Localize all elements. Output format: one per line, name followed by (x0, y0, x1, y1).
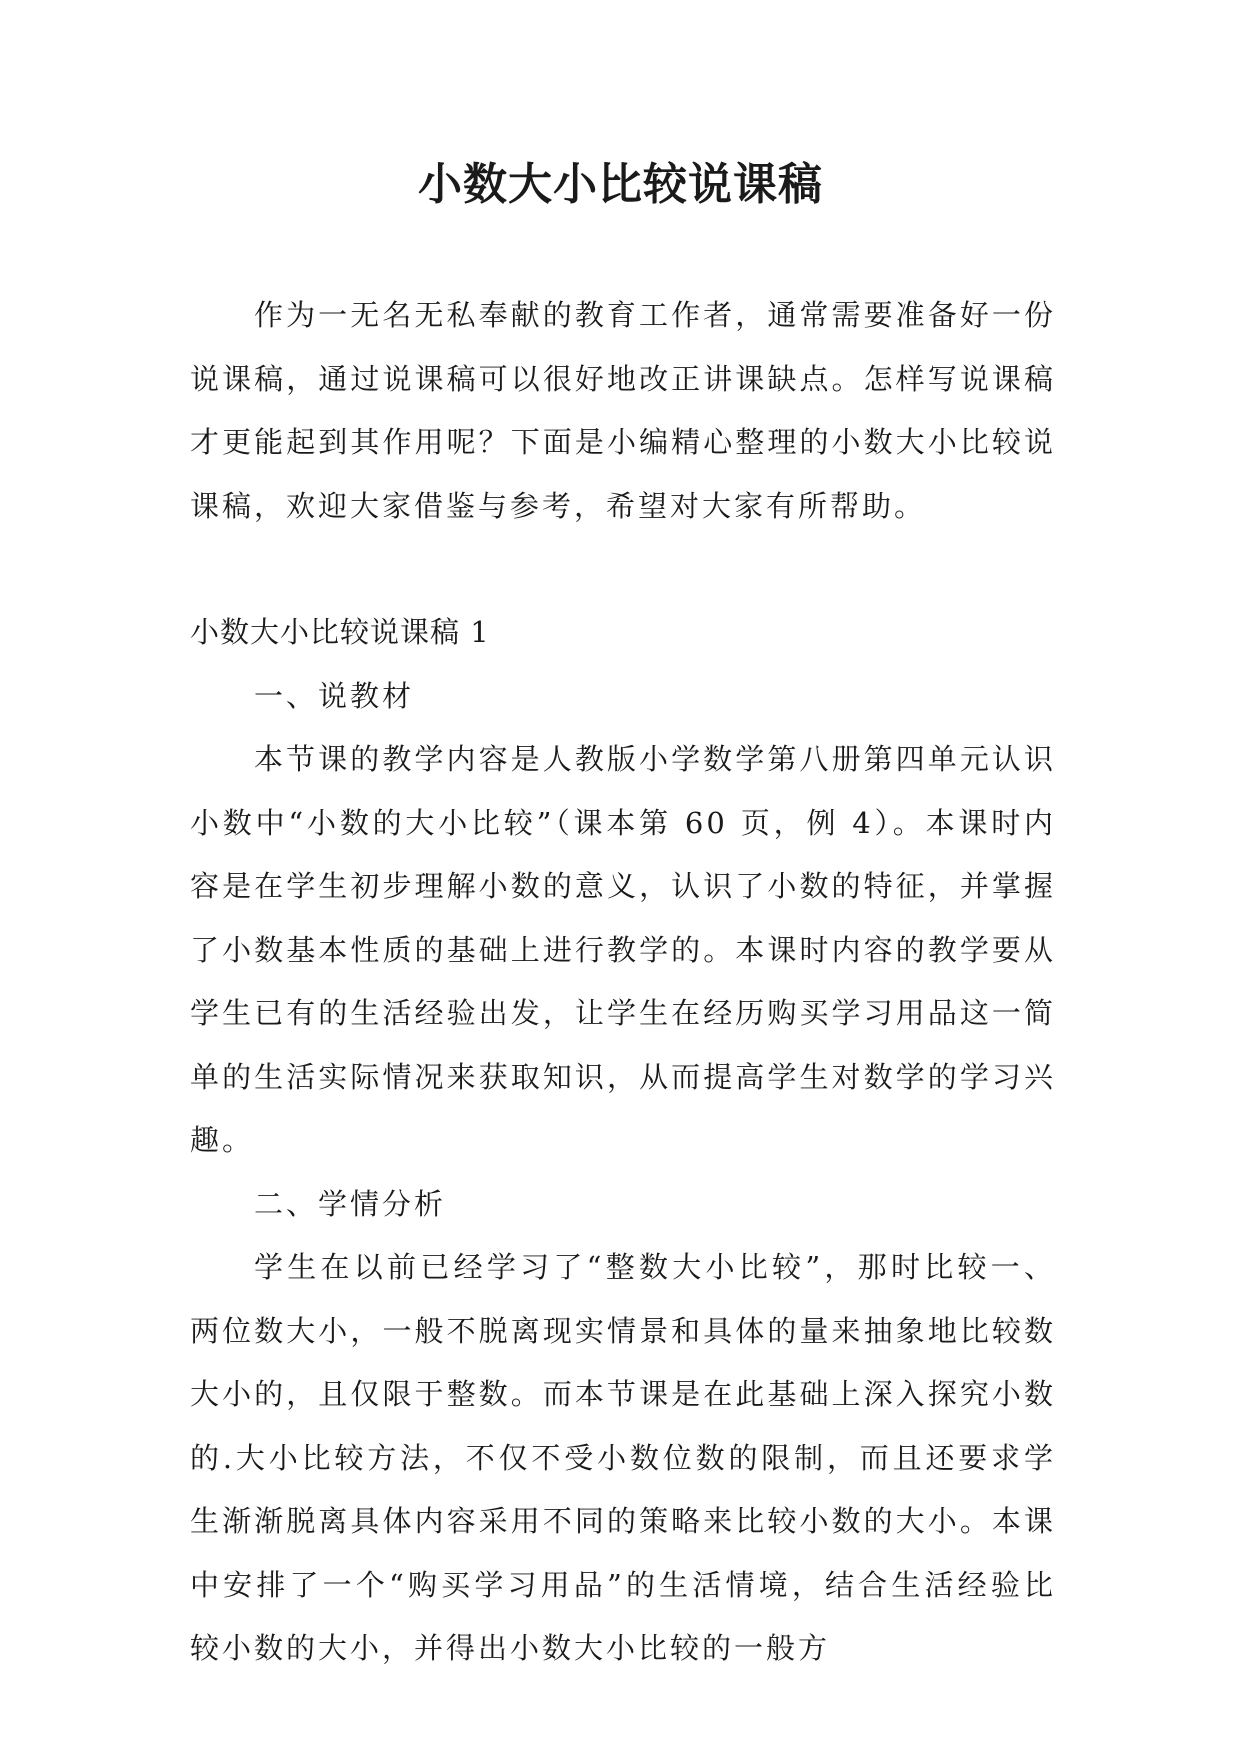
spacer (190, 538, 1056, 601)
heading-student-analysis: 二、学情分析 (254, 1186, 447, 1221)
teaching-material-paragraph: 本节课的教学内容是人教版小学数学第八册第四单元认识小数中“小数的大小比较”（课本第 60 页，例 4）。本课时内容是在学生初步理解小数的意义，认识了小数的特征，并掌握了小数基本性质的基础上进行教学的。本课时内容的教学要从学生已有的生活经验出发，让学生在经历购买学习用品这一简单的生活实际情况来获取知识，从而提高学生对数学的学习兴趣。 (190, 742, 1056, 1157)
section-title: 小数大小比较说课稿 1 (190, 615, 490, 649)
intro-paragraph: 作为一无名无私奉献的教育工作者，通常需要准备好一份说课稿，通过说课稿可以很好地改正讲课缺点。怎样写说课稿才更能起到其作用呢？下面是小编精心整理的小数大小比较说课稿，欢迎大家借鉴与参考，希望对大家有所帮助。 (190, 298, 1056, 523)
document-body (190, 284, 1056, 1681)
student-analysis-paragraph: 学生在以前已经学习了“整数大小比较”，那时比较一、两位数大小，一般不脱离现实情景和具体的量来抽象地比较数大小的，且仅限于整数。而本节课是在此基础上深入探究小数的.大小比较方法，不仅不受小数位数的限制，而且还要求学生渐渐脱离具体内容采用不同的策略来比较小数的大小。本课中安排了一个“购买学习用品”的生活情境，结合生活经验比较小数的大小，并得出小数大小比较的一般方 (190, 1250, 1056, 1665)
heading-teaching-material: 一、说教材 (254, 678, 415, 713)
page-title: 小数大小比较说课稿 (418, 159, 823, 210)
